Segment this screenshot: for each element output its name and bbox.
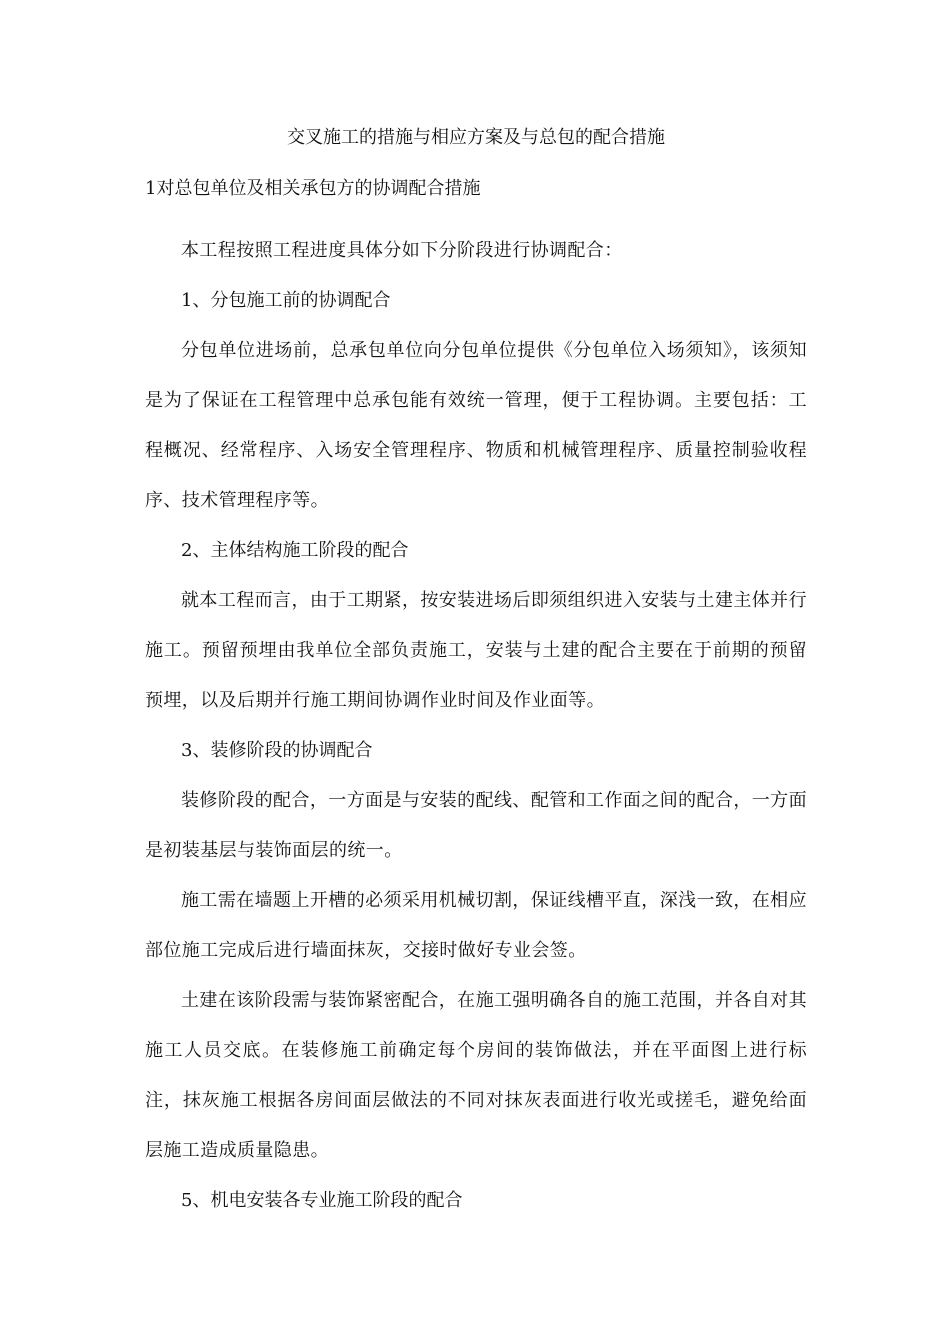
paragraph-1: 分包单位进场前，总承包单位向分包单位提供《分包单位入场须知》，该须知是为了保证在工程管理中总承包能有效统一管理，便于工程协调。主要包括：工程概况、经常程序、入场安全管理程序、物质和机械管理程序、质量控制验收程序、技术管理程序等。 bbox=[145, 340, 807, 511]
subheading-3: 3、装修阶段的协调配合 bbox=[181, 740, 373, 761]
subheading-5: 5、机电安装各专业施工阶段的配合 bbox=[181, 1190, 463, 1211]
subheading-2: 2、主体结构施工阶段的配合 bbox=[181, 540, 409, 561]
intro-paragraph: 本工程按照工程进度具体分如下分阶段进行协调配合： bbox=[181, 240, 623, 261]
subheading-1: 1、分包施工前的协调配合 bbox=[181, 290, 391, 311]
paragraph-3c: 土建在该阶段需与装饰紧密配合，在施工强明确各自的施工范围，并各自对其施工人员交底。在装修施工前确定每个房间的装饰做法，并在平面图上进行标注，抹灰施工根据各房间面层做法的不同对抹灰表面进行收光或搓毛，避免给面层施工造成质量隐患。 bbox=[145, 990, 807, 1161]
paragraph-3b: 施工需在墙题上开槽的必须采用机械切割，保证线槽平直，深浅一致，在相应部位施工完成后进行墙面抹灰，交接时做好专业会签。 bbox=[145, 890, 807, 961]
section-heading: 1对总包单位及相关承包方的协调配合措施 bbox=[145, 178, 481, 199]
document-title: 交叉施工的措施与相应方案及与总包的配合措施 bbox=[287, 127, 665, 148]
paragraph-2: 就本工程而言，由于工期紧，按安装进场后即须组织进入安装与土建主体并行施工。预留预埋由我单位全部负责施工，安装与土建的配合主要在于前期的预留预埋，以及后期并行施工期间协调作业时间及作业面等。 bbox=[145, 590, 807, 711]
paragraph-3a: 装修阶段的配合，一方面是与安装的配线、配管和工作面之间的配合，一方面是初装基层与装饰面层的统一。 bbox=[145, 790, 807, 861]
document-body bbox=[145, 125, 807, 1226]
